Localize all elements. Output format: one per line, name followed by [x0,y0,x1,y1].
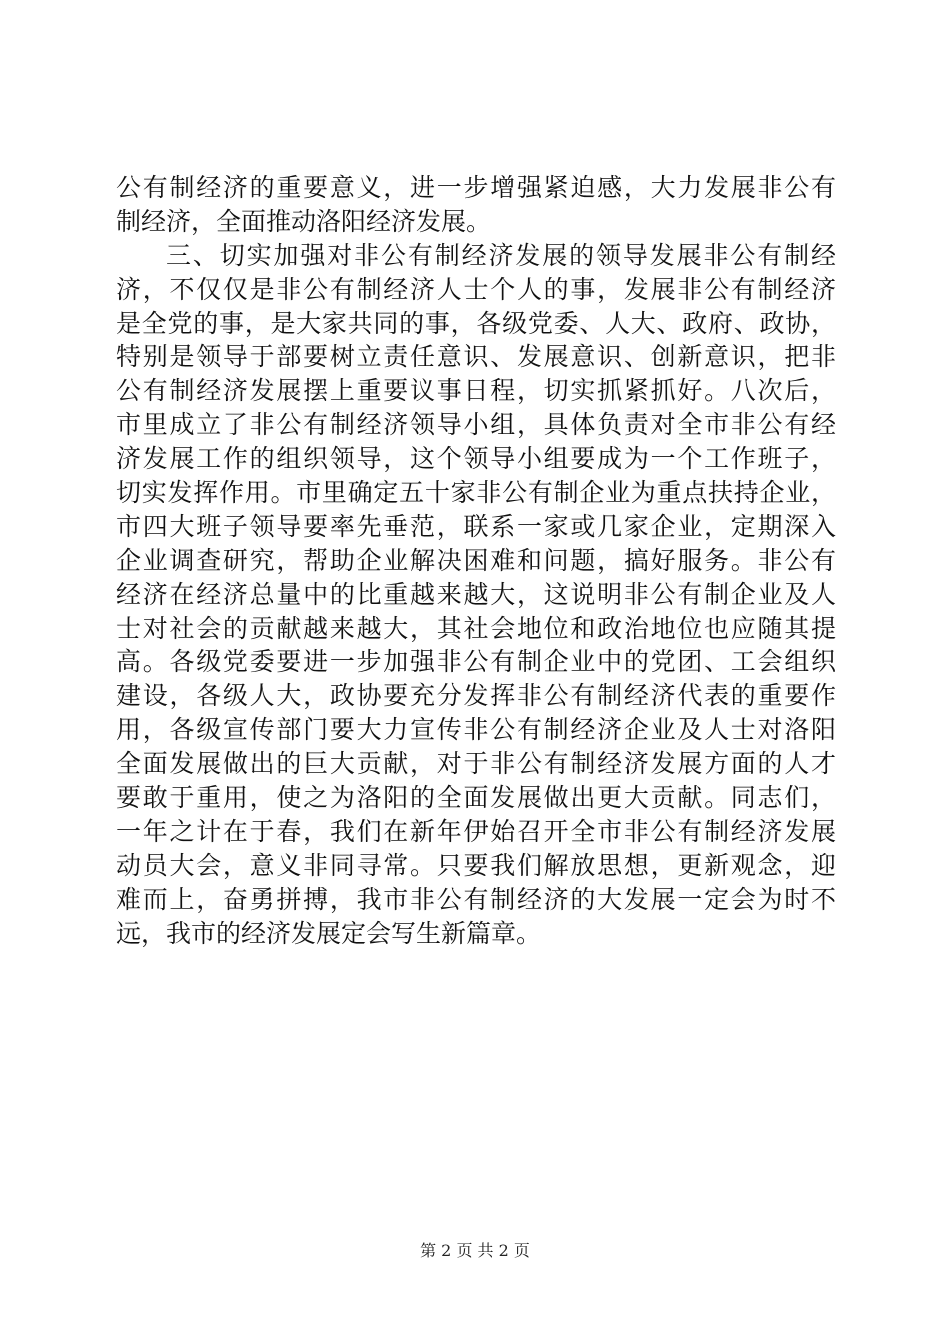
body-text [116,171,836,950]
page-number-label: 第 2 页 共 2 页 [420,1241,530,1260]
text-line: 市四大班子领导要率先垂范，联系一家或几家企业，定期深入 [116,511,836,541]
text-line: 是全党的事，是大家共同的事，各级党委、人大、政府、政协， [116,308,836,338]
text-line: 切实发挥作用。市里确定五十家非公有制企业为重点扶持企业， [116,478,836,508]
text-line: 市里成立了非公有制经济领导小组，具体负责对全市非公有经 [116,410,836,440]
page-footer [0,1241,950,1261]
text-line: 动员大会，意义非同寻常。只要我们解放思想，更新观念，迎 [116,850,836,880]
text-line: 用，各级宣传部门要大力宣传非公有制经济企业及人士对洛阳 [116,715,836,745]
text-line: 难而上，奋勇拼搏，我市非公有制经济的大发展一定会为时不 [116,884,836,914]
text-line: 要敢于重用，使之为洛阳的全面发展做出更大贡献。同志们， [116,783,836,813]
text-line: 建设，各级人大，政协要充分发挥非公有制经济代表的重要作 [116,681,836,711]
text-line: 制经济，全面推动洛阳经济发展。 [116,206,492,236]
text-line: 士对社会的贡献越来越大，其社会地位和政治地位也应随其提 [116,613,836,643]
paragraph-start-line: 三、切实加强对非公有制经济发展的领导发展非公有制经 [166,240,836,270]
text-line: 全面发展做出的巨大贡献，对于非公有制经济发展方面的人才 [116,749,836,779]
text-line: 公有制经济发展摆上重要议事日程，切实抓紧抓好。八次后， [116,376,836,406]
text-line: 公有制经济的重要意义，进一步增强紧迫感，大力发展非公有 [116,173,836,202]
text-line: 一年之计在于春，我们在新年伊始召开全市非公有制经济发展 [116,816,836,846]
text-line: 特别是领导于部要树立责任意识、发展意识、创新意识，把非 [116,342,836,372]
text-line: 高。各级党委要进一步加强非公有制企业中的党团、工会组织 [116,647,836,677]
text-line: 企业调查研究，帮助企业解决困难和问题，搞好服务。非公有 [116,545,836,575]
text-line: 济，不仅仅是非公有制经济人士个人的事，发展非公有制经济 [116,274,836,304]
text-line: 经济在经济总量中的比重越来越大，这说明非公有制企业及人 [116,579,836,609]
text-line: 远，我市的经济发展定会写生新篇章。 [116,918,542,948]
text-line: 济发展工作的组织领导，这个领导小组要成为一个工作班子， [116,444,836,474]
